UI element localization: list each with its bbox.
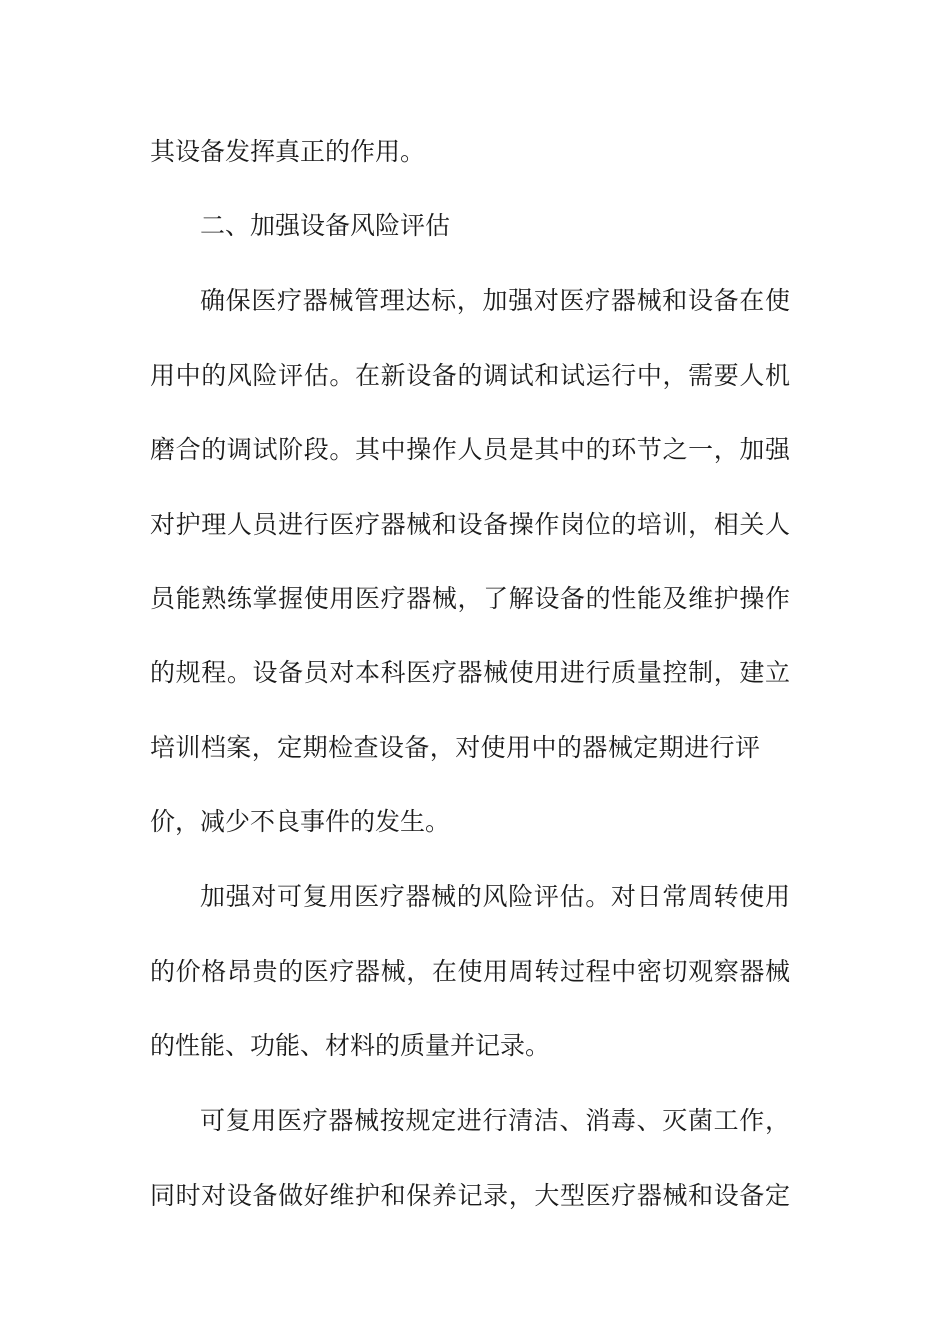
paragraph-1-line-7: 培训档案，定期检查设备，对使用中的器械定期进行评: [150, 733, 760, 762]
text-line-continuation: 其设备发挥真正的作用。: [150, 137, 426, 166]
paragraph-1-line-8: 价，减少不良事件的发生。: [150, 807, 451, 836]
paragraph-2-line-3: 的性能、功能、材料的质量并记录。: [150, 1031, 551, 1060]
paragraph-1-line-3: 磨合的调试阶段。其中操作人员是其中的环节之一，加强: [150, 435, 790, 464]
paragraph-2-line-1: 加强对可复用医疗器械的风险评估。对日常周转使用: [200, 882, 790, 911]
paragraph-3-line-2: 同时对设备做好维护和保养记录，大型医疗器械和设备定: [150, 1181, 790, 1210]
paragraph-1-line-2: 用中的风险评估。在新设备的调试和试运行中，需要人机: [150, 361, 790, 390]
section-heading: 二、加强设备风险评估: [200, 211, 451, 240]
paragraph-1-line-4: 对护理人员进行医疗器械和设备操作岗位的培训，相关人: [150, 510, 790, 539]
paragraph-3-line-1: 可复用医疗器械按规定进行清洁、消毒、灭菌工作，: [200, 1106, 790, 1135]
paragraph-1-line-5: 员能熟练掌握使用医疗器械，了解设备的性能及维护操作: [150, 584, 790, 613]
paragraph-1-line-6: 的规程。设备员对本科医疗器械使用进行质量控制，建立: [150, 658, 790, 687]
paragraph-2-line-2: 的价格昂贵的医疗器械，在使用周转过程中密切观察器械: [150, 957, 790, 986]
paragraph-1-line-1: 确保医疗器械管理达标，加强对医疗器械和设备在使: [200, 286, 790, 315]
